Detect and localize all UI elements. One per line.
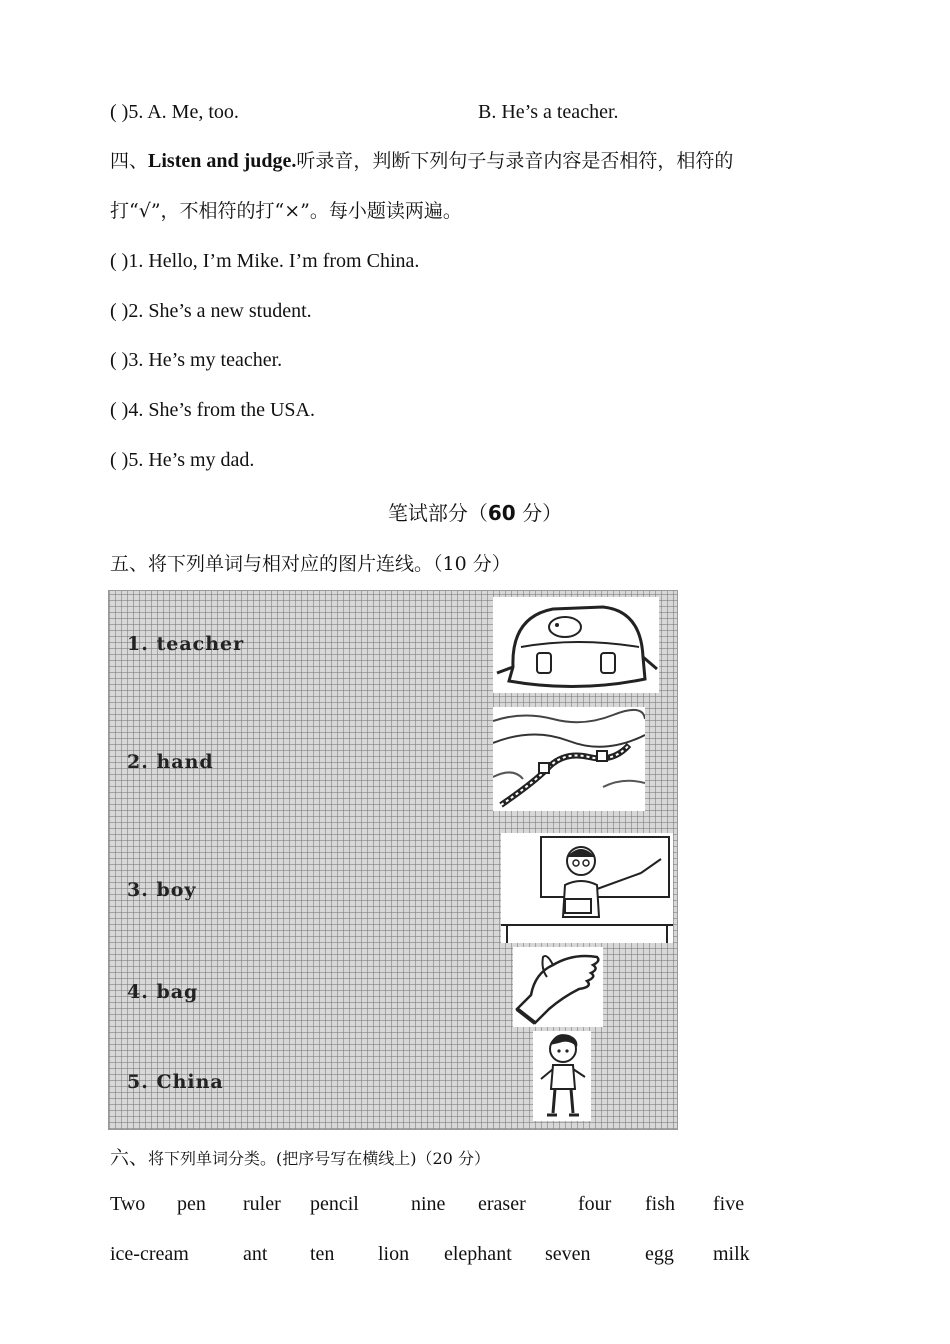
judge-item-1: ( )1. Hello, I’m Mike. I’m from China. — [110, 250, 420, 272]
word-item: elephant — [444, 1243, 512, 1265]
word-item: fish — [645, 1193, 675, 1215]
word-item: ant — [243, 1243, 268, 1265]
answer-blank[interactable]: ( ) — [110, 300, 129, 322]
word-item: seven — [545, 1243, 591, 1265]
match-word-3[interactable]: 3. boy — [127, 879, 197, 901]
answer-blank[interactable]: ( ) — [110, 349, 129, 371]
section-4-instruction: 打“√”，不相符的打“×”。每小题读两遍。 — [110, 200, 462, 222]
section-4-heading: 四、Listen and judge.听录音，判断下列句子与录音内容是否相符，相符的 — [110, 150, 734, 172]
word-list-row-2 — [110, 1243, 870, 1273]
word-item: nine — [411, 1193, 446, 1215]
word-item: ten — [310, 1243, 335, 1265]
great-wall-picture[interactable] — [493, 707, 645, 811]
question-5-top: ( )5. A. Me, too. — [110, 101, 239, 123]
matching-panel — [108, 590, 678, 1130]
word-item: eraser — [478, 1193, 526, 1215]
boy-picture[interactable] — [533, 1031, 591, 1121]
word-item: pen — [177, 1193, 206, 1215]
section-5-heading: 五、将下列单词与相对应的图片连线。（10 分） — [110, 553, 511, 575]
match-word-1[interactable]: 1. teacher — [127, 633, 245, 655]
word-item: Two — [110, 1193, 146, 1215]
backpack-picture[interactable] — [493, 597, 659, 693]
option-b: B. He’s a teacher. — [478, 101, 619, 123]
answer-blank[interactable]: ( ) — [110, 399, 129, 421]
judge-item-3: ( )3. He’s my teacher. — [110, 349, 283, 371]
answer-blank[interactable]: ( ) — [110, 101, 129, 123]
written-part-heading: 笔试部分（60 分） — [387, 501, 563, 525]
hand-picture[interactable] — [513, 947, 603, 1027]
answer-blank[interactable]: ( ) — [110, 250, 129, 272]
answer-blank[interactable]: ( ) — [110, 449, 129, 471]
word-item: four — [578, 1193, 612, 1215]
word-item: lion — [378, 1243, 410, 1265]
word-item: pencil — [310, 1193, 359, 1215]
word-item: egg — [645, 1243, 674, 1265]
match-word-2[interactable]: 2. hand — [127, 751, 214, 773]
word-item: milk — [713, 1243, 750, 1265]
word-item: ice-cream — [110, 1243, 189, 1265]
match-word-4[interactable]: 4. bag — [127, 981, 199, 1003]
word-list-row-1 — [110, 1193, 870, 1223]
section-6-heading: 六、将下列单词分类。(把序号写在横线上)（20 分） — [110, 1147, 490, 1169]
judge-item-2: ( )2. She’s a new student. — [110, 300, 312, 322]
word-item: five — [713, 1193, 745, 1215]
match-word-5[interactable]: 5. China — [127, 1071, 224, 1093]
judge-item-5: ( )5. He’s my dad. — [110, 449, 255, 471]
judge-item-4: ( )4. She’s from the USA. — [110, 399, 315, 421]
word-item: ruler — [243, 1193, 281, 1215]
teacher-picture[interactable] — [501, 833, 673, 943]
